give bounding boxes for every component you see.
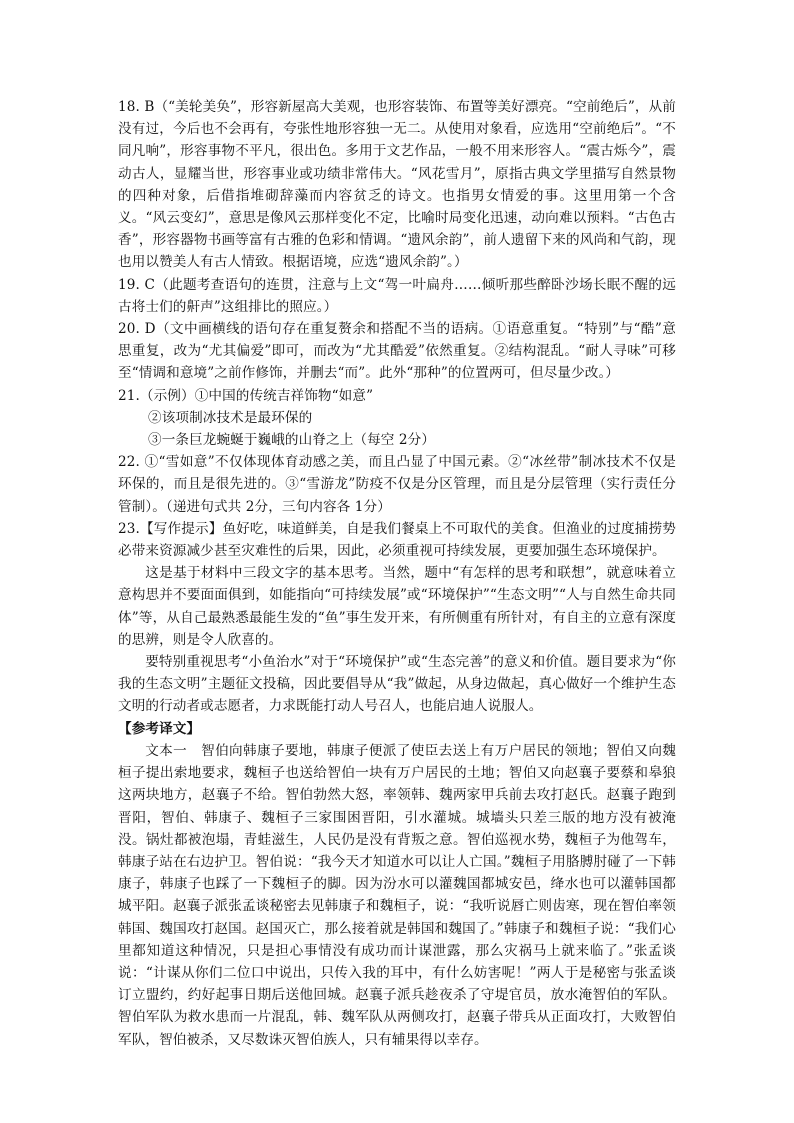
reference-translation-heading: 【参考译文】 — [118, 720, 201, 737]
answer-21-item-3: ③一条巨龙蜿蜒于巍峨的山脊之上（每空 2分） — [148, 432, 436, 449]
answer-23-paragraph-3: 要特别重视思考“小鱼治水”对于“环境保护”或“生态完善”的意义和价值。题目要求为“你我的生态文明”主题征文投稿，因此要倡导从“我”做起，从身边做起，真心做好一个维护生态文明的行动者或志愿者，力求既能打动人号召人，也能启迪人说服人。 — [118, 654, 676, 715]
answer-21-item-2: ②该项制冰技术是最环保的 — [148, 409, 313, 426]
answer-23-paragraph-2: 这是基于材料中三段文字的基本思考。当然，题中“有怎样的思考和联想”，就意味着立意构思并不要面面俱到，如能指向“可持续发展”或“环境保护”“生态文明”“人与自然生命共同体”等，从自己最熟悉最能生发的“鱼”事生发开来，有所侧重有所针对，有自主的立意有深度的思辨，则是令人欣喜的。 — [118, 565, 676, 648]
answer-21-head: 21.（示例）①中国的传统吉祥饰物“如意” — [118, 387, 374, 404]
reference-translation-text: 文本一 智伯向韩康子要地，韩康子便派了使臣去送上有万户居民的领地；智伯又向魏桓子提出索地要求，魏桓子也送给智伯一块有万户居民的土地；智伯又向赵襄子要蔡和皋狼这两块地方，赵襄子不给。智伯勃然大怒，率领韩、魏两家甲兵前去攻打赵氏。赵襄子跑到晋阳，智伯、韩康子、魏桓子三家围困晋阳，引水灌城。城墙头只差三版的地方没有被淹没。锅灶都被泡塌，青蛙滋生，人民仍是没有背叛之意。智伯巡视水势，魏桓子为他驾车，韩康子站在右边护卫。智伯说：“我今天才知道水可以让人亡国。”魏桓子用胳膊肘碰了一下韩康子，韩康子也踩了一下魏桓子的脚。因为汾水可以灌魏国都城安邑，绛水也可以灌韩国都城平阳。赵襄子派张孟谈秘密去见韩康子和魏桓子，说：“我听说唇亡则齿寒，现在智伯率领韩国、魏国攻打赵国。赵国灭亡，那么接着就是韩国和魏国了。”韩康子和魏桓子说：“我们心里都知道这种情况，只是担心事情没有成功而计谋泄露，那么灾祸马上就来临了。”张孟谈说：“计谋从你们二位口中说出，只传入我的耳中，有什么妨害呢！”两人于是秘密与张孟谈订立盟约，约好起事日期后送他回城。赵襄子派兵趁夜杀了守堤官员，放水淹智伯的军队。智伯军队为救水患而一片混乱，韩、魏军队从两侧攻打，赵襄子带兵从正面攻打，大败智伯军队，智伯被杀，又尽数诛灭智伯族人，只有辅果得以幸存。 — [118, 742, 676, 1048]
answer-page — [118, 96, 676, 1051]
answer-20: 20. D（文中画横线的语句存在重复赘余和搭配不当的语病。①语意重复。“特别”与“酷”意思重复，改为“尤其偏爱”即可，而改为“尤其酷爱”依然重复。②结构混乱。“耐人寻味”可移至“情调和意境”之前作修饰，并删去“而”。此外“那种”的位置两可，但尽量少改。） — [118, 321, 676, 382]
answer-19: 19. C（此题考查语句的连贯，注意与上文“驾一叶扁舟……倾听那些醉卧沙场长眠不醒的远古将士们的鼾声”这组排比的照应。） — [118, 276, 676, 315]
answer-23: 23.【写作提示】鱼好吃，味道鲜美，自是我们餐桌上不可取代的美食。但渔业的过度捕捞势必带来资源减少甚至灾难性的后果，因此，必须重视可持续发展，更要加强生态环境保护。 — [118, 520, 676, 560]
answer-22: 22. ①“雪如意”不仅体现体育动感之美，而且凸显了中国元素。②“冰丝带”制冰技术不仅是环保的，而且是很先进的。③“雪游龙”防疫不仅是分区管理，而且是分层管理（实行责任分管制）。（递进句式共 2分，三句内容各 1分） — [118, 454, 676, 515]
answer-18: 18. B（“美轮美奂”，形容新屋高大美观，也形容装饰、布置等美好漂亮。“空前绝后”，从前没有过，今后也不会再有，夸张性地形容独一无二。从使用对象看，应选用“空前绝后”。“不同凡响”，形容事物不平凡，很出色。多用于文艺作品，一般不用来形容人。“震古烁今”，震动古人，显耀当世，形容事业或功绩非常伟大。“风花雪月”，原指古典文学里描写自然景物的四种对象，后借指堆砌辞藻而内容贫乏的诗文。也指男女情爱的事。这里用第一个含义。“风云变幻”，意思是像风云那样变化不定，比喻时局变化迅速，动向难以预料。“古色古香”，形容器物书画等富有古雅的色彩和情调。“遗风余韵”，前人遗留下来的风尚和气韵，现也用以赞美人有古人情致。根据语境，应选“遗风余韵”。） — [118, 99, 676, 271]
